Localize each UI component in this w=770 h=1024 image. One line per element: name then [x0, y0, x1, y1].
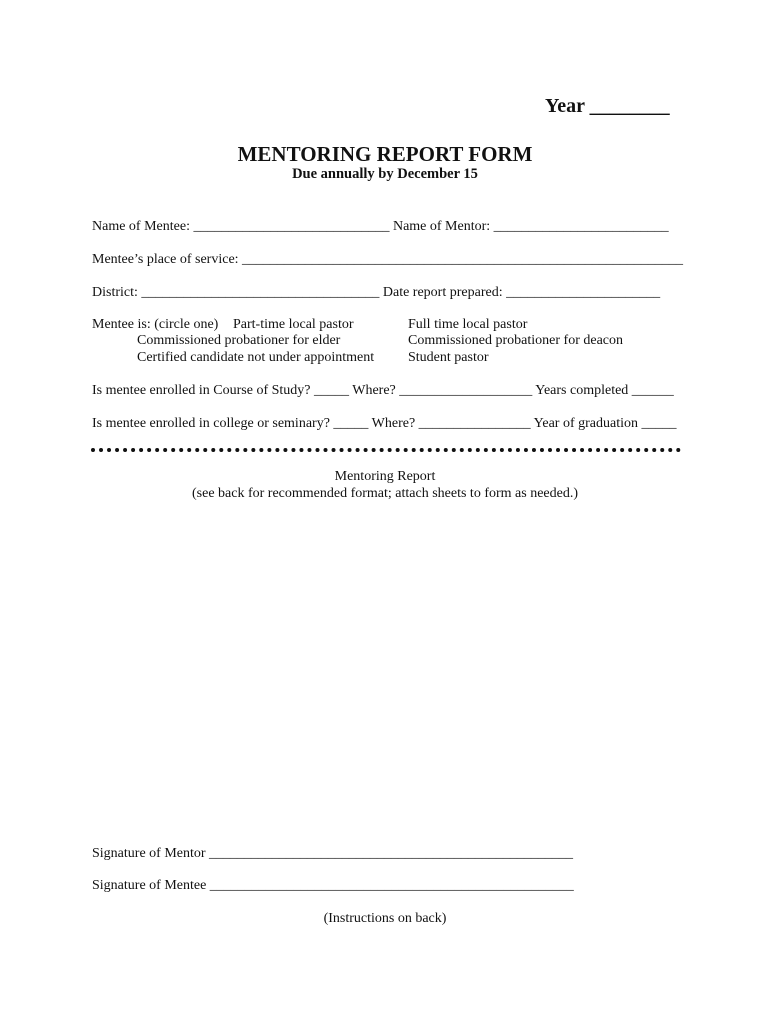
form-title: MENTORING REPORT FORM	[237, 142, 533, 166]
form-subtitle: Due annually by December 15	[292, 166, 478, 182]
report-heading: Mentoring Report	[334, 469, 436, 484]
course-of-study-line: Is mentee enrolled in Course of Study? _____ Where? ___________________ Years completed ______	[92, 383, 674, 398]
mentee-signature-line: Signature of Mentee ____________________________________________________	[92, 878, 574, 893]
mentee-is-label: Mentee is: (circle one)	[92, 317, 219, 332]
year-field: Year ________	[545, 95, 670, 117]
mentor-signature-line: Signature of Mentor ____________________________________________________	[92, 846, 574, 861]
option-student-pastor: Student pastor	[408, 350, 489, 365]
college-seminary-line: Is mentee enrolled in college or seminary? _____ Where? ________________ Year of graduation _____	[92, 416, 677, 431]
option-part-time-local-pastor: Part-time local pastor	[233, 317, 354, 332]
place-of-service-line: Mentee’s place of service: _______________________________________________________________	[92, 252, 684, 267]
instructions-note: (Instructions on back)	[323, 911, 447, 926]
dotted-divider	[91, 448, 681, 452]
report-note: (see back for recommended format; attach sheets to form as needed.)	[192, 486, 578, 501]
option-probationer-elder: Commissioned probationer for elder	[137, 333, 341, 348]
option-probationer-deacon: Commissioned probationer for deacon	[408, 333, 624, 348]
mentee-mentor-names-line: Name of Mentee: ____________________________ Name of Mentor: _________________________	[92, 219, 669, 234]
district-date-line: District: __________________________________ Date report prepared: ______________________	[92, 285, 661, 300]
option-certified-candidate: Certified candidate not under appointment	[137, 350, 375, 365]
option-full-time-local-pastor: Full time local pastor	[408, 317, 528, 332]
